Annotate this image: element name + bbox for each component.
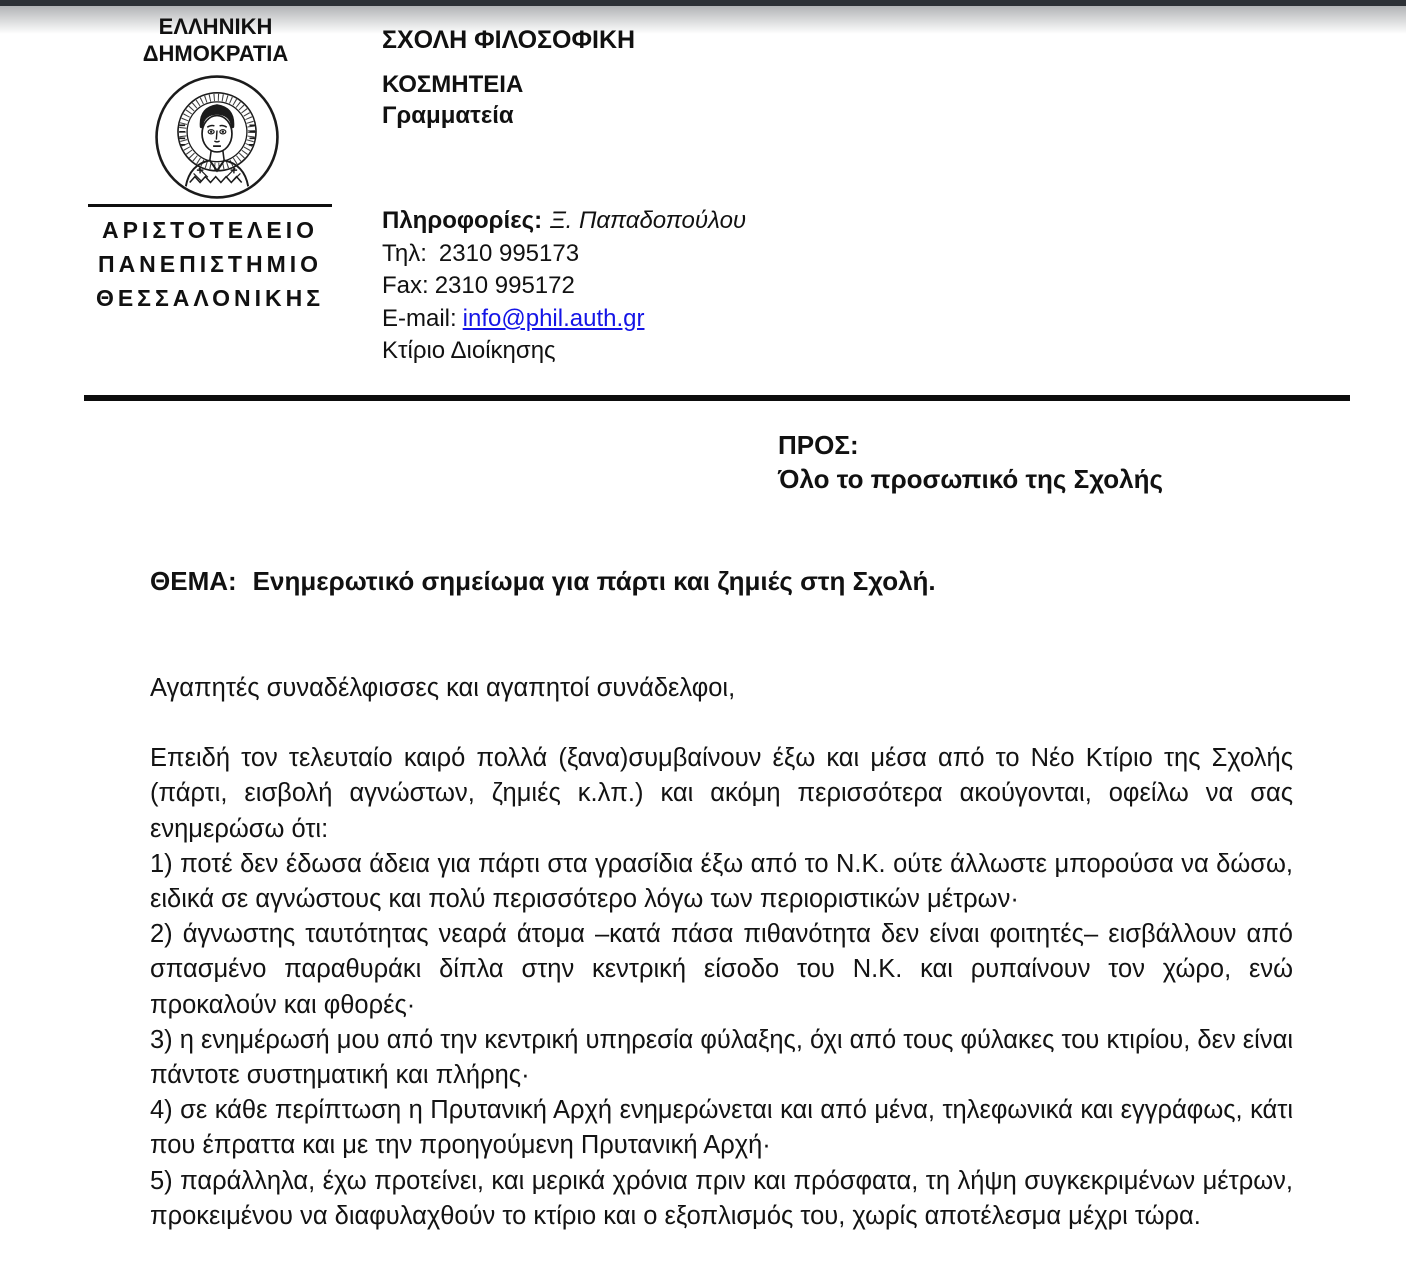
university-name-line2: ΠΑΝΕΠΙΣΤΗΜΙΟ (97, 251, 323, 277)
building-label: Κτίριο Διοίκησης (382, 337, 556, 365)
greeting: Αγαπητές συναδέλφισσες και αγαπητοί συνάδελφοι, (150, 674, 736, 702)
hellenic-republic-label (88, 13, 343, 67)
tel-label: Τηλ: (382, 239, 427, 267)
header-rule (84, 395, 1350, 401)
subject-text: Ενημερωτικό σημείωμα για πάρτι και ζημιές στη Σχολή. (252, 566, 936, 596)
recipient-label: ΠΡΟΣ: (778, 430, 859, 460)
fax-row (382, 270, 746, 303)
hellenic-republic-line2: ΔΗΜΟΚΡΑΤΙΑ (142, 41, 289, 66)
info-row (382, 205, 746, 238)
email-link[interactable]: info@phil.auth.gr (462, 304, 645, 332)
subject-line (150, 566, 1310, 597)
body-paragraph-item5: 5) παράλληλα, έχω προτείνει, και μερικά χρόνια πριν και πρόσφατα, τη λήψη συγκεκριμένων μέτρων, προκειμένου να διαφυλαχθούν το κτίριο και ο εξοπλισμός του, χωρίς αποτέλεσμα μέχρι τώρα. (150, 1166, 1293, 1230)
email-label: E-mail: (382, 304, 457, 332)
fax-label: Fax: (382, 272, 429, 300)
body-paragraph-item4: 4) σε κάθε περίπτωση η Πρυτανική Αρχή ενημερώνεται και από μένα, τηλεφωνικά και εγγράφως, κάτι που έπραττα και με την προηγούμενη Πρυτανική Αρχή· (150, 1096, 1293, 1160)
body-paragraph-intro: Επειδή τον τελευταίο καιρό πολλά (ξανα)συμβαίνουν έξω και μέσα από το Νέο Κτίριο της Σχολής (πάρτι, εισβολή αγνώστων, ζημιές κ.λπ.) και ακόμη περισσότερα ακούγονται, οφείλω να σας ενημερώσω ότι: (150, 744, 1293, 843)
letterhead-divider (88, 204, 332, 207)
tel-value: 2310 995173 (438, 239, 580, 267)
tel-row (382, 238, 746, 271)
body-paragraph-item3: 3) η ενημέρωσή μου από την κεντρική υπηρεσία φύλαξης, όχι από τους φύλακες του κτιρίου, δεν είναι πάντοτε συστηματική και πλήρης· (150, 1025, 1293, 1090)
recipient-value: Όλο το προσωπικό της Σχολής (778, 463, 1164, 494)
contact-block (382, 205, 746, 368)
hellenic-republic-line1: ΕΛΛΗΝΙΚΗ (158, 14, 273, 39)
body-paragraph-item1: 1) ποτέ δεν έδωσα άδεια για πάρτι στα γρασίδια έξω από το Ν.Κ. ούτε άλλωστε μπορούσα να δώσω, ειδικά σε αγνώστους και πολύ περισσότερο λόγω των περιοριστικών μέτρων· (150, 849, 1293, 914)
university-name (70, 213, 350, 315)
info-value: Ξ. Παπαδοπούλου (550, 207, 747, 234)
subject-label: ΘΕΜΑ: (150, 566, 237, 596)
fax-value: 2310 995172 (434, 272, 575, 300)
deanery-label: ΚΟΣΜΗΤΕΙΑ (382, 71, 524, 98)
body-paragraph-item2: 2) άγνωστης ταυτότητας νεαρά άτομα –κατά πάσα πιθανότητα δεν είναι φοιτητές– εισβάλλουν από σπασμένο παραθυράκι δίπλα στην κεντρική είσοδο του Ν.Κ. και ρυπαίνουν τον χώρο, ενώ προκαλούν και φθορές· (150, 920, 1293, 1019)
letter-body (150, 671, 1293, 1234)
university-name-line3: ΘΕΣΣΑΛΟΝΙΚΗΣ (95, 285, 325, 311)
recipient-block (778, 429, 1163, 496)
secretariat-label: Γραμματεία (382, 102, 514, 129)
info-label: Πληροφορίες: (382, 207, 543, 234)
school-name: ΣΧΟΛΗ ΦΙΛΟΣΟΦΙΚΗ (382, 26, 636, 54)
university-name-line1: ΑΡΙΣΤΟΤΕΛΕΙΟ (101, 217, 319, 243)
university-seal-icon (152, 72, 282, 202)
email-row (382, 303, 746, 336)
